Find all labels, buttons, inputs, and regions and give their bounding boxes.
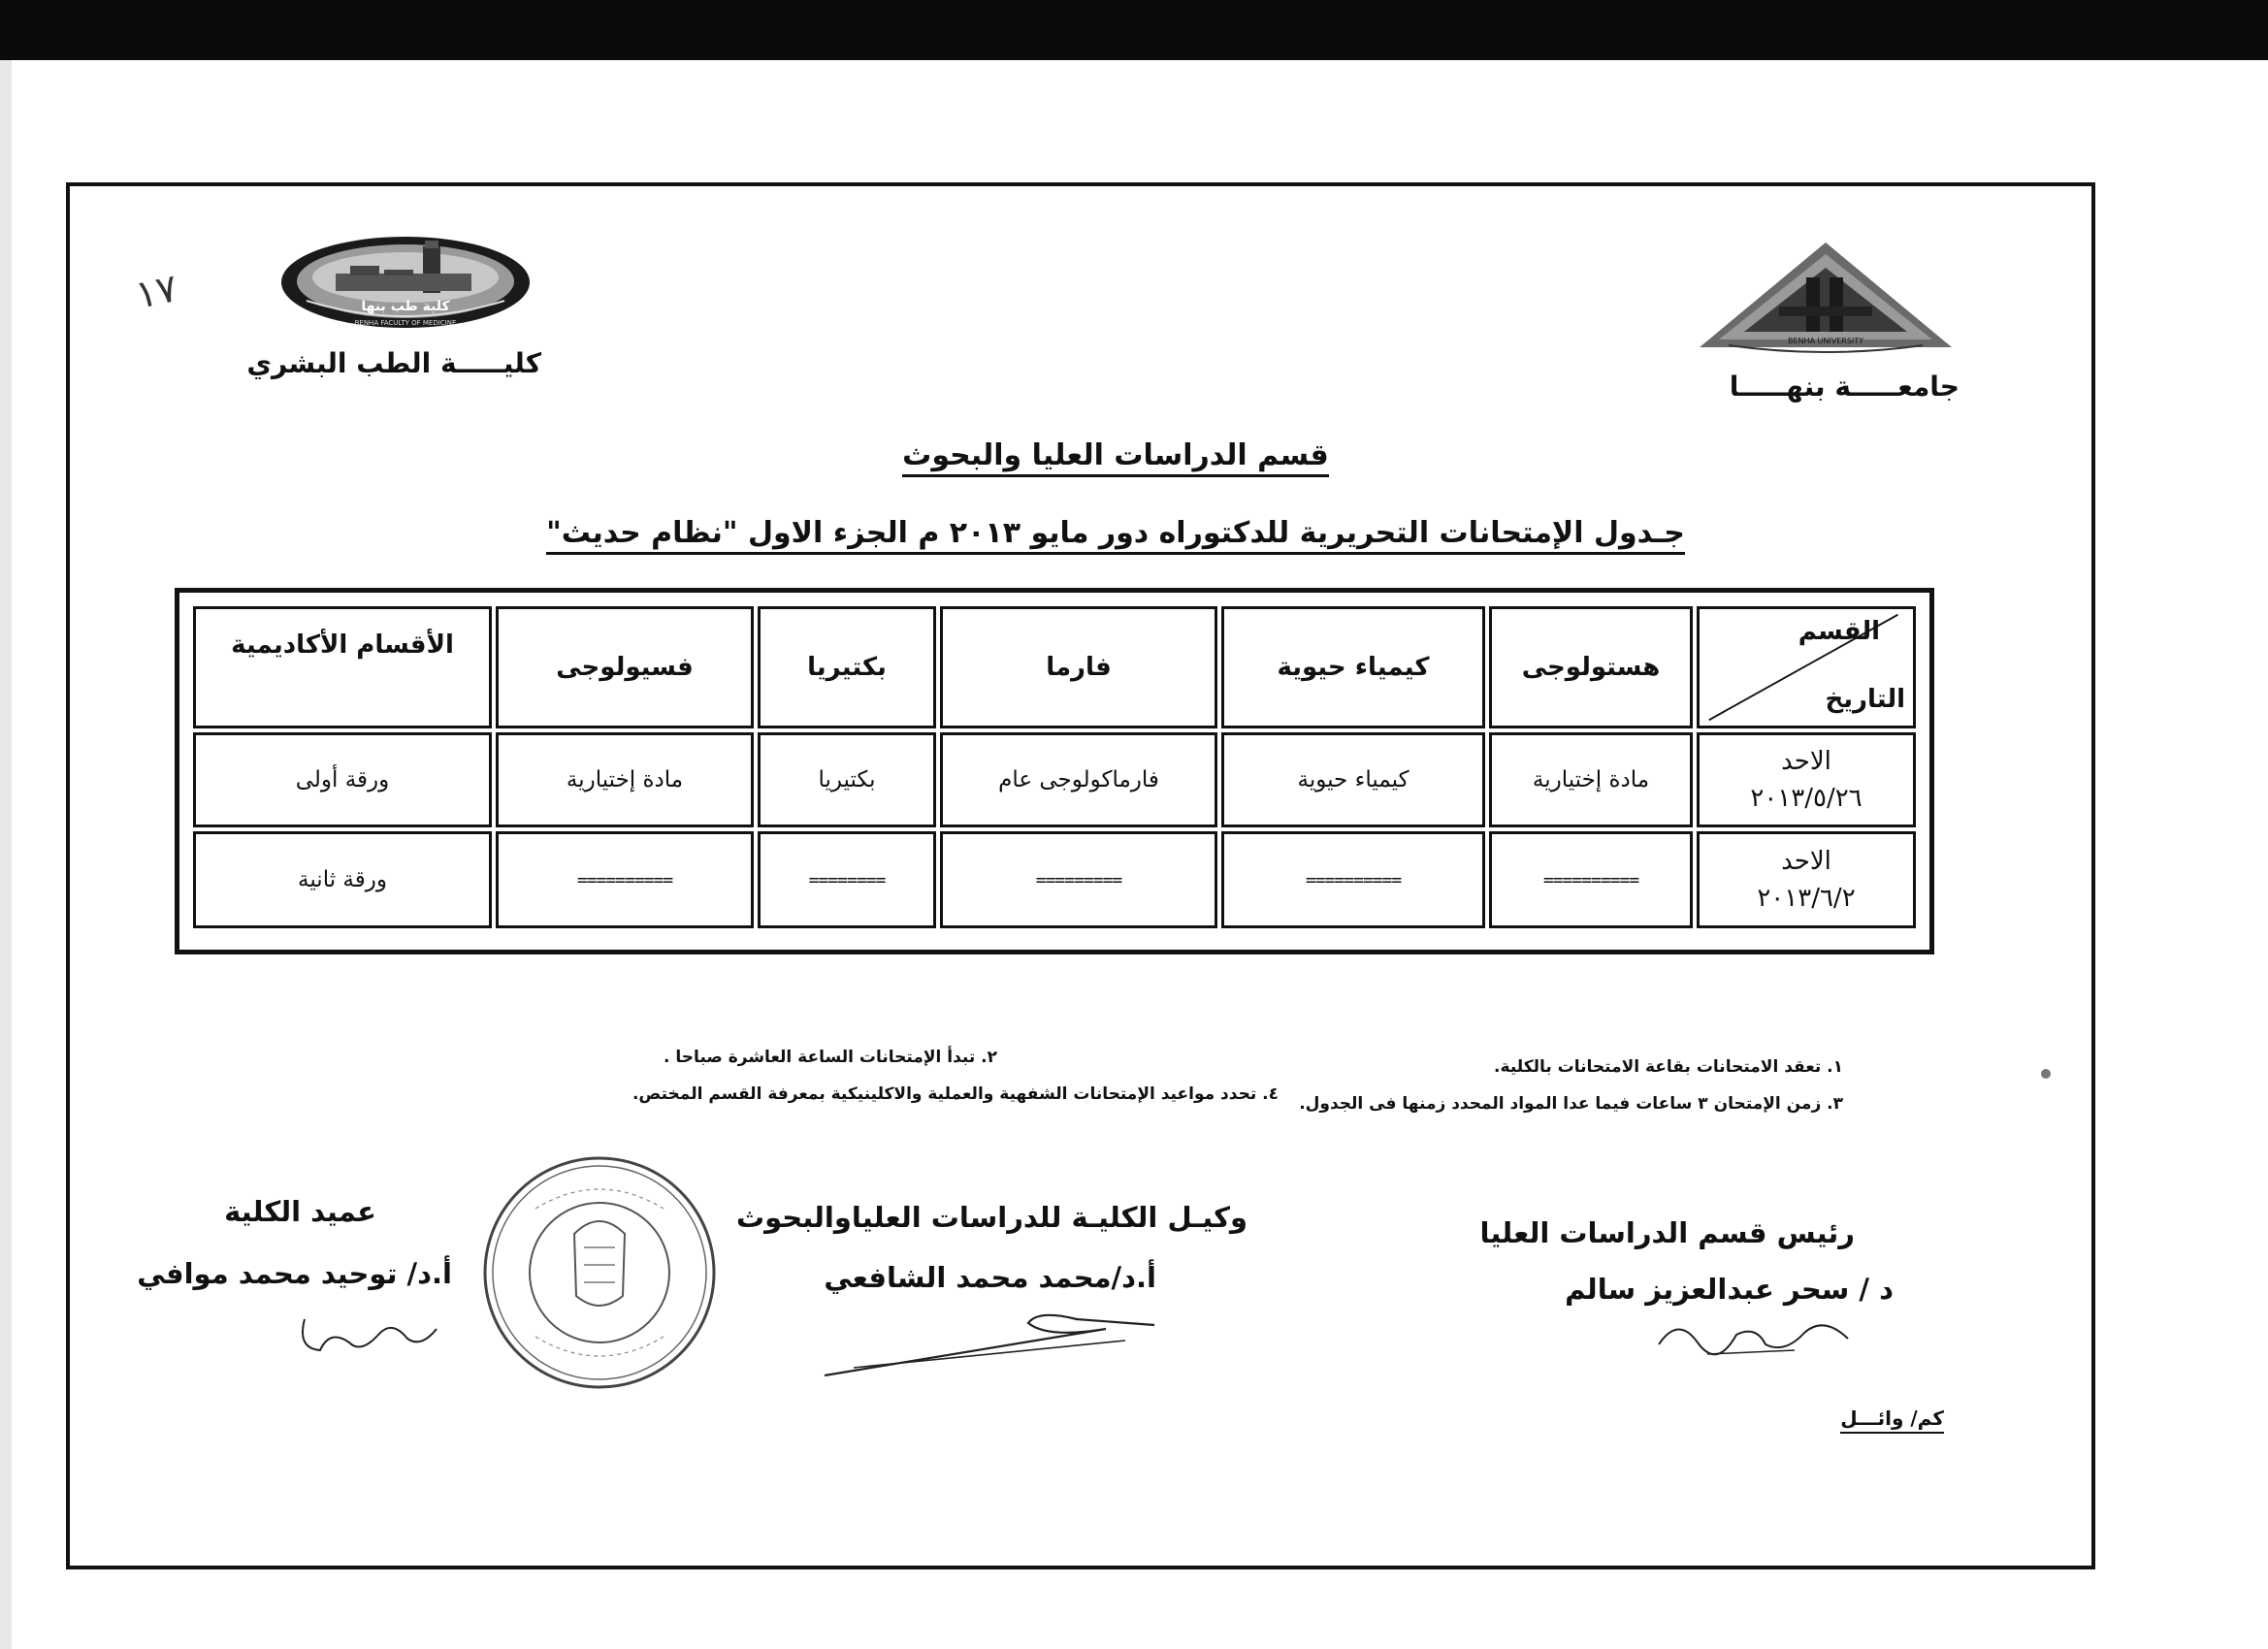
dean-name: أ.د/ توحيد محمد موافي [137,1257,452,1290]
faculty-of-medicine-benha-logo [277,233,534,332]
row2-pharma: ========= [940,831,1217,928]
note-4: ٤. تحدد مواعيد الإمتحانات الشفهية والعملية والاكلينيكية بمعرفة القسم المختص. [632,1084,1279,1104]
exam-schedule-table [175,588,1934,954]
header-physiology: فسيولوجى [496,606,754,728]
header-pharma: فارما [940,606,1217,728]
faculty-name: كليـــــة الطب البشري [246,347,541,379]
row2-date-cell [1697,831,1916,928]
clerk-initials: كم/ وائـــل [1840,1406,1944,1434]
head-of-studies-title: رئيس قسم الدراسات العليا [1479,1216,1855,1249]
row1-academic: ورقة أولى [193,732,492,827]
row2-histology: ========== [1489,831,1693,928]
note-3: ٣. زمن الإمتحان ٣ ساعات فيما عدا المواد المحدد زمنها فى الجدول. [1299,1094,1843,1114]
row1-pharma: فارماكولوجى عام [940,732,1217,827]
corner-dept-label: القسم [1798,617,1880,646]
vice-dean-name: أ.د/محمد محمد الشافعي [824,1261,1156,1294]
scan-top-band [0,0,2268,60]
row1-day: الاحد [1781,747,1831,776]
head-signature [1649,1306,1863,1364]
official-seal-stamp [477,1150,722,1395]
dean-signature [291,1300,446,1368]
vice-dean-title: وكيـل الكليـة للدراسات العلياوالبحوث [735,1201,1247,1234]
row1-histology: مادة إختيارية [1489,732,1693,827]
page-number-handwritten: ١٧ [131,266,182,318]
benha-university-logo [1700,239,1952,355]
note-2: ٢. تبدأ الإمتحانات الساعة العاشرة صباحا . [664,1048,997,1067]
university-name: جامعـــــة بنهـــــا [1729,371,1960,403]
row1-date: ٢٠١٣/٥/٢٦ [1750,784,1863,813]
note-1: ١. تعقد الامتحانات بقاعة الامتحانات بالكلية. [1494,1057,1843,1077]
department-title: قسم الدراسات العليا والبحوث [776,438,1455,472]
head-of-studies-name: د / سحر عبدالعزيز سالم [1565,1273,1894,1306]
row2-biochemistry: ========== [1221,831,1485,928]
row2-academic: ورقة ثانية [193,831,492,928]
row2-bacteriology: ======== [758,831,936,928]
vice-dean-signature [815,1290,1164,1387]
corner-header-cell [1697,606,1916,728]
row1-physiology: مادة إختيارية [496,732,754,827]
row1-date-cell [1697,732,1916,827]
scan-left-edge [0,60,12,1649]
header-histology: هستولوجى [1489,606,1693,728]
scan-dot [2041,1069,2051,1079]
exam-schedule-title: جـدول الإمتحانات التحريرية للدكتوراه دور مايو ٢٠١٣ م الجزء الاول "نظام حديث" [427,516,1804,550]
dean-title: عميد الكلية [224,1195,376,1228]
row2-physiology: ========== [496,831,754,928]
svg-text:BENHA FACULTY OF MEDICINE: BENHA FACULTY OF MEDICINE [354,319,457,327]
corner-date-label: التاريخ [1825,685,1905,714]
header-academic-departments: الأقسام الأكاديمية [193,606,492,728]
row2-date: ٢٠١٣/٦/٢ [1757,884,1856,913]
svg-text:BENHA UNIVERSITY: BENHA UNIVERSITY [1787,337,1864,345]
header-biochemistry: كيمياء حيوية [1221,606,1485,728]
row1-biochemistry: كيمياء حيوية [1221,732,1485,827]
svg-text:كلية طب بنها: كلية طب بنها [361,299,450,314]
row2-day: الاحد [1781,847,1831,876]
header-bacteriology: بكتيريا [758,606,936,728]
row1-bacteriology: بكتيريا [758,732,936,827]
